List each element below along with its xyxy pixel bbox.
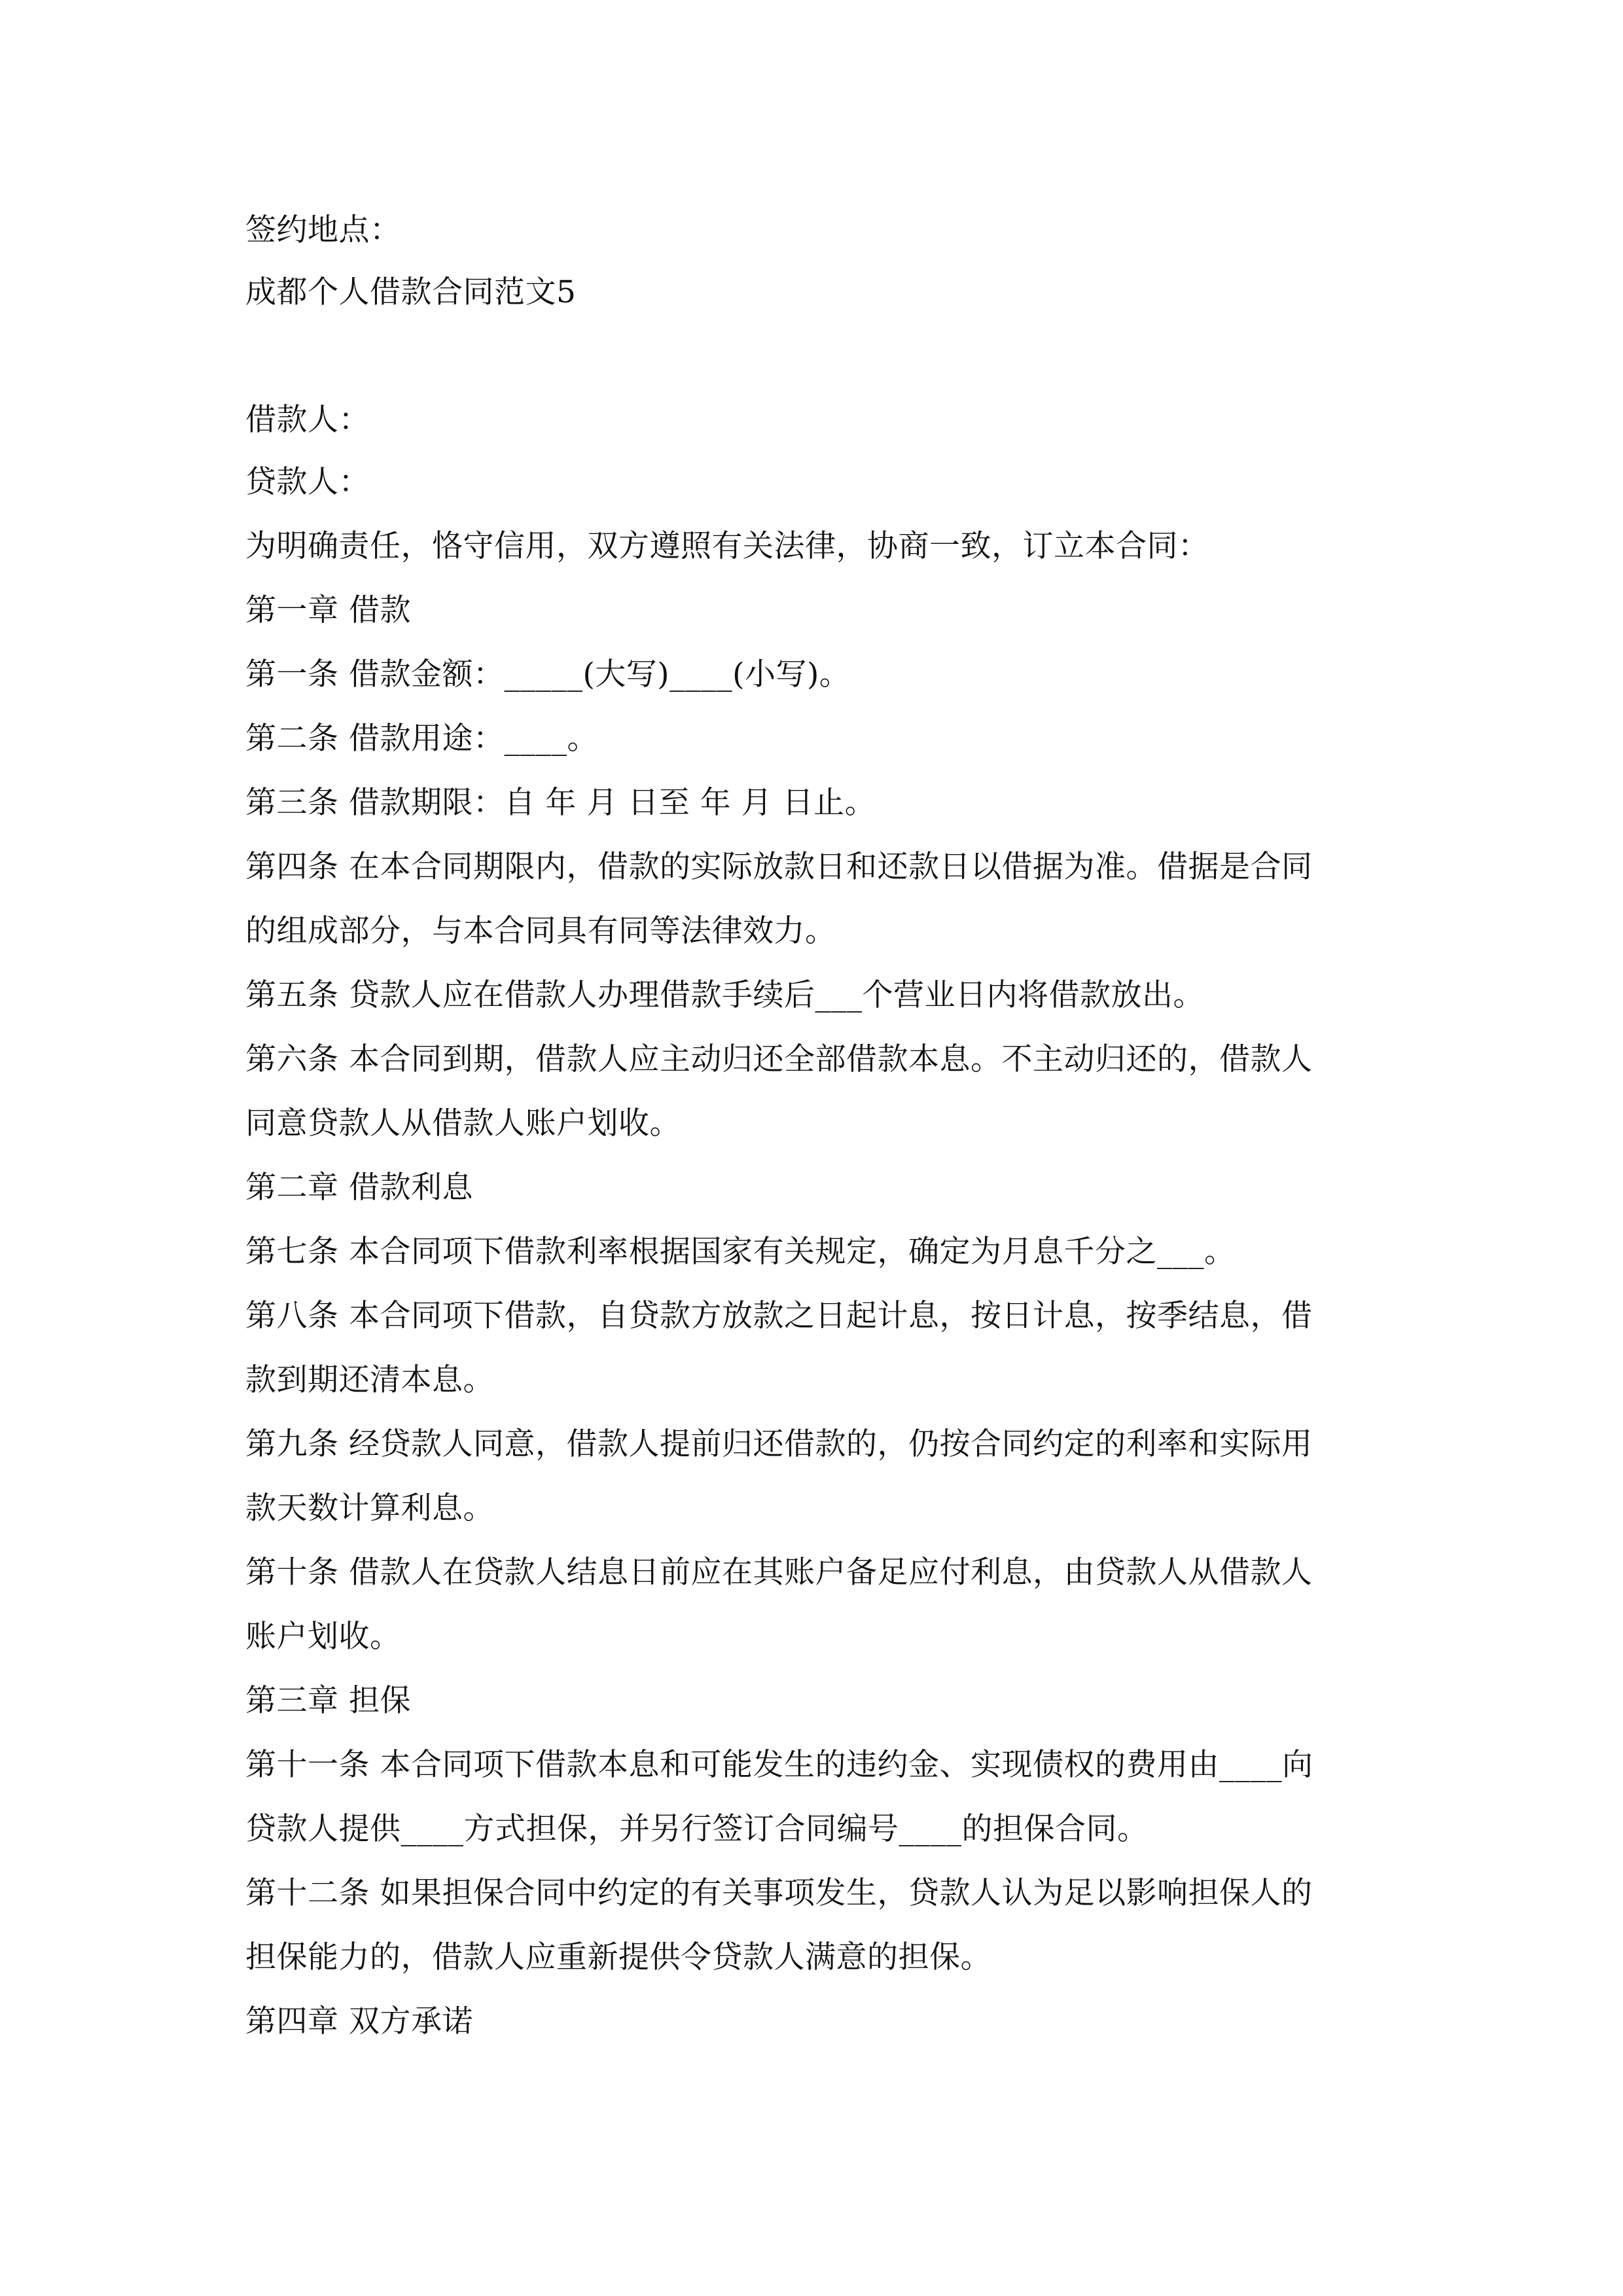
article-4-line-2: 的组成部分，与本合同具有同等法律效力。 [245,913,836,949]
lender-label: 贷款人： [245,464,370,500]
article-8-line-1: 第八条 本合同项下借款，自贷款方放款之日起计息，按日计息，按季结息，借 [245,1298,1313,1334]
article-2: 第二条 借款用途：____。 [245,721,598,757]
article-5: 第五条 贷款人应在借款人办理借款手续后___个营业日内将借款放出。 [245,977,1204,1013]
chapter-3-heading: 第三章 担保 [245,1683,411,1719]
article-9-line-1: 第九条 经贷款人同意，借款人提前归还借款的，仍按合同约定的利率和实际用 [245,1426,1313,1462]
article-11-line-2: 贷款人提供____方式担保，并另行签订合同编号____的担保合同。 [245,1811,1149,1847]
article-4-line-1: 第四条 在本合同期限内，借款的实际放款日和还款日以借据为准。借据是合同 [245,849,1313,885]
article-6-line-1: 第六条 本合同到期，借款人应主动归还全部借款本息。不主动归还的，借款人 [245,1041,1313,1077]
chapter-2-heading: 第二章 借款利息 [245,1170,473,1206]
article-8-line-2: 款到期还清本息。 [245,1362,494,1398]
borrower-label: 借款人： [245,402,370,438]
preamble-text: 为明确责任，恪守信用，双方遵照有关法律，协商一致，订立本合同： [245,528,1209,564]
article-12-line-2: 担保能力的，借款人应重新提供令贷款人满意的担保。 [245,1939,991,1975]
chapter-1-heading: 第一章 借款 [245,592,411,628]
article-7: 第七条 本合同项下借款利率根据国家有关规定，确定为月息千分之___。 [245,1234,1236,1270]
chapter-4-heading: 第四章 双方承诺 [245,2003,473,2039]
article-9-line-2: 款天数计算利息。 [245,1490,494,1526]
article-11-line-1: 第十一条 本合同项下借款本息和可能发生的违约金、实现债权的费用由____向 [245,1747,1313,1783]
article-12-line-1: 第十二条 如果担保合同中约定的有关事项发生，贷款人认为足以影响担保人的 [245,1875,1313,1911]
article-1: 第一条 借款金额：_____(大写)____(小写)。 [245,656,851,692]
article-10-line-2: 账户划收。 [245,1619,401,1655]
article-10-line-1: 第十条 借款人在贷款人结息日前应在其账户备足应付利息，由贷款人从借款人 [245,1554,1313,1590]
article-3: 第三条 借款期限：自 年 月 日至 年 月 日止。 [245,785,876,821]
document-title: 成都个人借款合同范文5 [245,274,577,310]
article-6-line-2: 同意贷款人从借款人账户划收。 [245,1105,681,1141]
sign-place-label: 签约地点： [245,212,401,248]
